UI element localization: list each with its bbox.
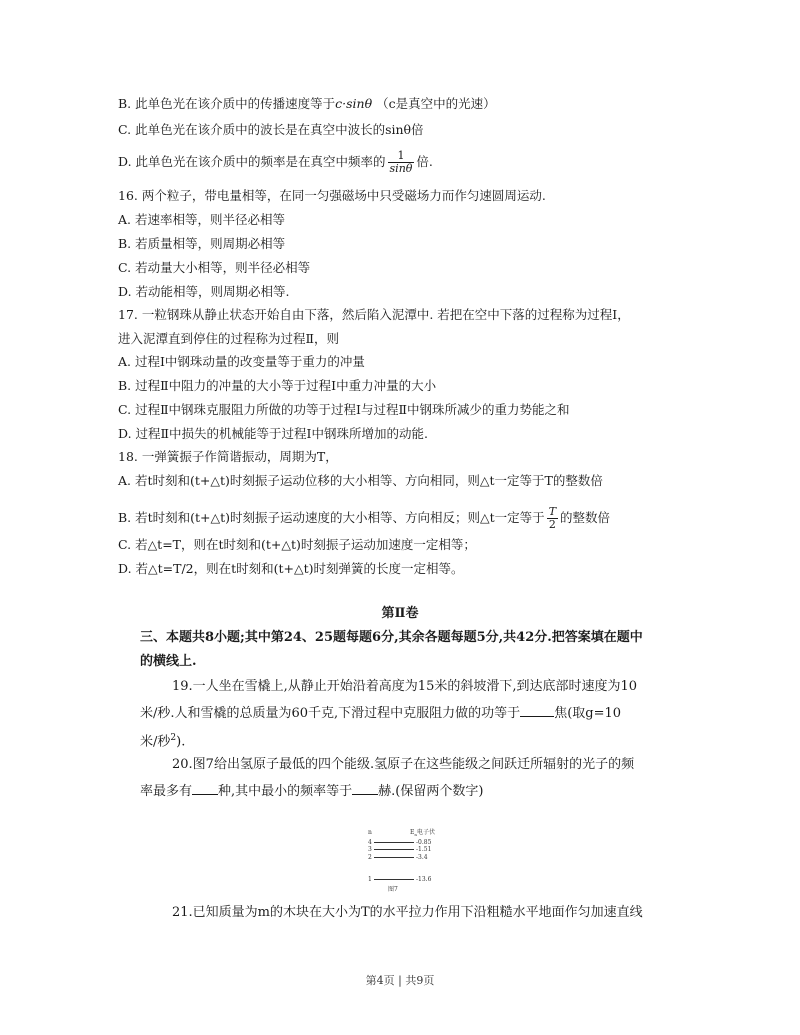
level-3-line	[374, 849, 414, 850]
question-17-line2: 进入泥潭直到停住的过程称为过程Ⅱ，则	[118, 331, 339, 346]
part-ii-title: 第Ⅱ卷	[381, 606, 419, 621]
question-17-line1: 17. 一粒钢珠从静止状态开始自由下落，然后陷入泥潭中. 若把在空中下落的过程称为过程Ⅰ，	[118, 307, 630, 322]
answer-blank-20a[interactable]	[192, 782, 218, 795]
figure-n-label: n	[368, 829, 372, 836]
option-18c: C. 若△t=T，则在t时刻和(t+△t)时刻振子运动加速度一定相等；	[118, 537, 476, 552]
page-footer: 第4页 | 共9页	[365, 974, 435, 987]
option-16d: D. 若动能相等，则周期必相等.	[118, 284, 290, 299]
question-19-line1: 19.一人坐在雪橇上,从静止开始沿着高度为15米的斜坡滑下,到达底部时速度为10	[172, 679, 638, 694]
option-15c: C. 此单色光在该介质中的波长是在真空中波长的sinθ倍	[118, 122, 424, 137]
section-3-instruction-line1: 三、本题共8小题;其中第24、25题每题6分,其余各题每题5分,共42分.把答案填在题中	[140, 630, 643, 645]
option-17b: B. 过程Ⅱ中阻力的冲量的大小等于过程Ⅰ中重力冲量的大小	[118, 378, 437, 393]
option-18a: A. 若t时刻和(t+△t)时刻振子运动位移的大小相等、方向相同，则△t一定等于T的整数倍	[118, 473, 603, 488]
energy-level-diagram	[366, 829, 468, 893]
question-20-line2: 率最多有 种,其中最小的频率等于 赫.(保留两个数字)	[140, 784, 484, 799]
level-1-line	[374, 879, 414, 880]
level-2-energy: -3.4	[416, 854, 428, 861]
level-2-n: 2	[368, 854, 372, 861]
figure-caption: 图7	[388, 886, 398, 893]
level-4-n: 4	[368, 839, 372, 846]
option-16a: A. 若速率相等，则半径必相等	[118, 212, 285, 227]
level-3-n: 3	[368, 846, 372, 853]
question-16: 16. 两个粒子，带电量相等，在同一匀强磁场中只受磁场力而作匀速圆周运动.	[118, 188, 546, 203]
level-4-line	[374, 842, 414, 843]
figure-en-label: $E_n$电子伏	[410, 829, 435, 838]
level-4-energy: -0.85	[416, 839, 432, 846]
level-1-n: 1	[368, 876, 372, 883]
question-19-line3: 米/秒$^2$).	[140, 733, 186, 750]
option-18b: B. 若t时刻和(t+△t)时刻振子运动速度的大小相等、方向相反；则△t一定等于 $\frac{T}{2}$ 的整数倍	[118, 505, 611, 531]
section-3-instruction-line2: 的横线上.	[140, 654, 197, 669]
option-16c: C. 若动量大小相等，则半径必相等	[118, 260, 311, 275]
level-2-line	[374, 857, 414, 858]
question-18: 18. 一弹簧振子作简谐振动，周期为T，	[118, 449, 338, 464]
option-15b: B. 此单色光在该介质中的传播速度等于c·sinθ （c是真空中的光速）	[118, 96, 496, 111]
answer-blank-19[interactable]	[520, 704, 554, 717]
question-20-line1: 20.图7给出氢原子最低的四个能级.氢原子在这些能级之间跃迁所辐射的光子的频	[172, 757, 635, 772]
level-3-energy: -1.51	[416, 846, 432, 853]
answer-blank-20b[interactable]	[352, 782, 378, 795]
fraction-1-over-sin: $\frac{1}{\sin\theta}$	[389, 149, 413, 175]
option-17a: A. 过程Ⅰ中钢珠动量的改变量等于重力的冲量	[118, 354, 365, 369]
fraction-t-over-2: $\frac{T}{2}$	[548, 505, 557, 531]
option-16b: B. 若质量相等，则周期必相等	[118, 236, 286, 251]
option-18d: D. 若△t=T/2，则在t时刻和(t+△t)时刻弹簧的长度一定相等。	[118, 561, 464, 576]
question-19-line2: 米/秒.人和雪橇的总质量为60千克,下滑过程中克服阻力做的功等于 焦(取g=10	[140, 706, 622, 721]
option-17c: C. 过程Ⅱ中钢珠克服阻力所做的功等于过程Ⅰ与过程Ⅱ中钢珠所减少的重力势能之和	[118, 402, 570, 417]
option-15d: D. 此单色光在该介质中的频率是在真空中频率的 $\frac{1}{\sin\theta}$ 倍.	[118, 149, 433, 175]
option-17d: D. 过程Ⅱ中损失的机械能等于过程Ⅰ中钢珠所增加的动能.	[118, 426, 428, 441]
question-21: 21.已知质量为m的木块在大小为T的水平拉力作用下沿粗糙水平地面作匀加速直线	[172, 905, 643, 920]
level-1-energy: -13.6	[416, 876, 432, 883]
